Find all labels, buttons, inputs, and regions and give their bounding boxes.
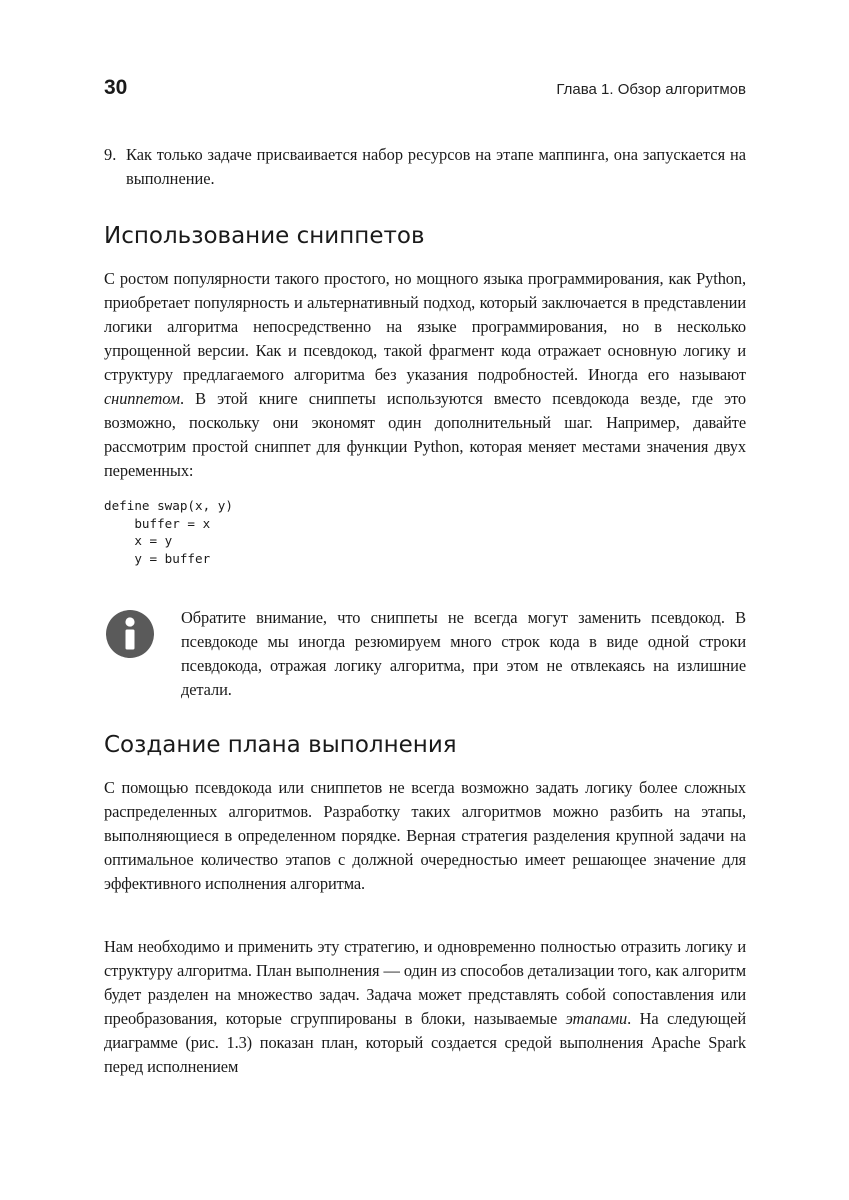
stages-term: этапами xyxy=(565,1009,628,1028)
list-item-text: Как только задаче присваивается набор ресурсов на этапе маппинга, она запускается на выполнение. xyxy=(126,145,746,188)
snippet-term: сниппетом xyxy=(104,389,181,408)
page-number: 30 xyxy=(104,76,128,99)
snippets-paragraph xyxy=(104,267,746,483)
info-icon xyxy=(105,609,155,659)
note-box xyxy=(104,606,746,702)
list-item xyxy=(104,143,746,191)
section-heading-snippets: Использование сниппетов xyxy=(104,223,425,249)
code-block-swap: define swap(x, y) buffer = x x = y y = buffer xyxy=(104,498,233,566)
plan-paragraph-1: С помощью псевдокода или сниппетов не всегда возможно задать логику более сложных распределенных алгоритмов. Разработку таких алгоритмов можно разбить на этапы, выполняющиеся в определенном порядке. Верная стратегия разделения крупной задачи на оптимальное количество этапов с должной очередностью имеет решающее значение для эффективного исполнения алгоритма. xyxy=(104,778,746,893)
plan-paragraph-2-part2: . На следующей диаграмме (рис. 1.3) показан план, который создается средой выполнения Apache Spark перед исполнением xyxy=(104,1009,747,1076)
snippets-paragraph-part1: С ростом популярности такого простого, но мощного языка программирования, как Python, приобретает популярность и альтернативный подход, который заключается в представлении логики алгоритма непосредственно на языке программирования, но в несколько упрощенной версии. Как и псевдокод, такой фрагмент кода отражает основную логику и структуру предлагаемого алгоритма без указания подробностей. Иногда его называют xyxy=(104,269,746,384)
snippets-paragraph-part2: . В этой книге сниппеты используются вместо псевдокода везде, где это возможно, поскольку они экономят один дополнительный шаг. Например, давайте рассмотрим простой сниппет для функции Python, которая меняет местами значения двух переменных: xyxy=(104,389,746,480)
list-item-number: 9. xyxy=(104,145,117,164)
note-text: Обратите внимание, что сниппеты не всегда могут заменить псевдокод. В псевдокоде мы иногда резюмируем много строк кода в виде одной строки псевдокода, отражая логику алгоритма, при этом не отвлекаясь на излишние детали. xyxy=(181,608,746,699)
plan-paragraph-2 xyxy=(104,935,746,1079)
page-header xyxy=(104,76,746,104)
running-title: Глава 1. Обзор алгоритмов xyxy=(556,81,746,98)
section-heading-plan: Создание плана выполнения xyxy=(104,732,457,758)
plan-paragraph-2-part1: Нам необходимо и применить эту стратегию, и одновременно полностью отразить логику и структуру алгоритма. План выполнения — один из способов детализации того, как алгоритм будет разделен на множество задач. Задача может представлять собой сопоставления или преобразования, которые сгруппированы в блоки, называемые xyxy=(104,937,746,1028)
